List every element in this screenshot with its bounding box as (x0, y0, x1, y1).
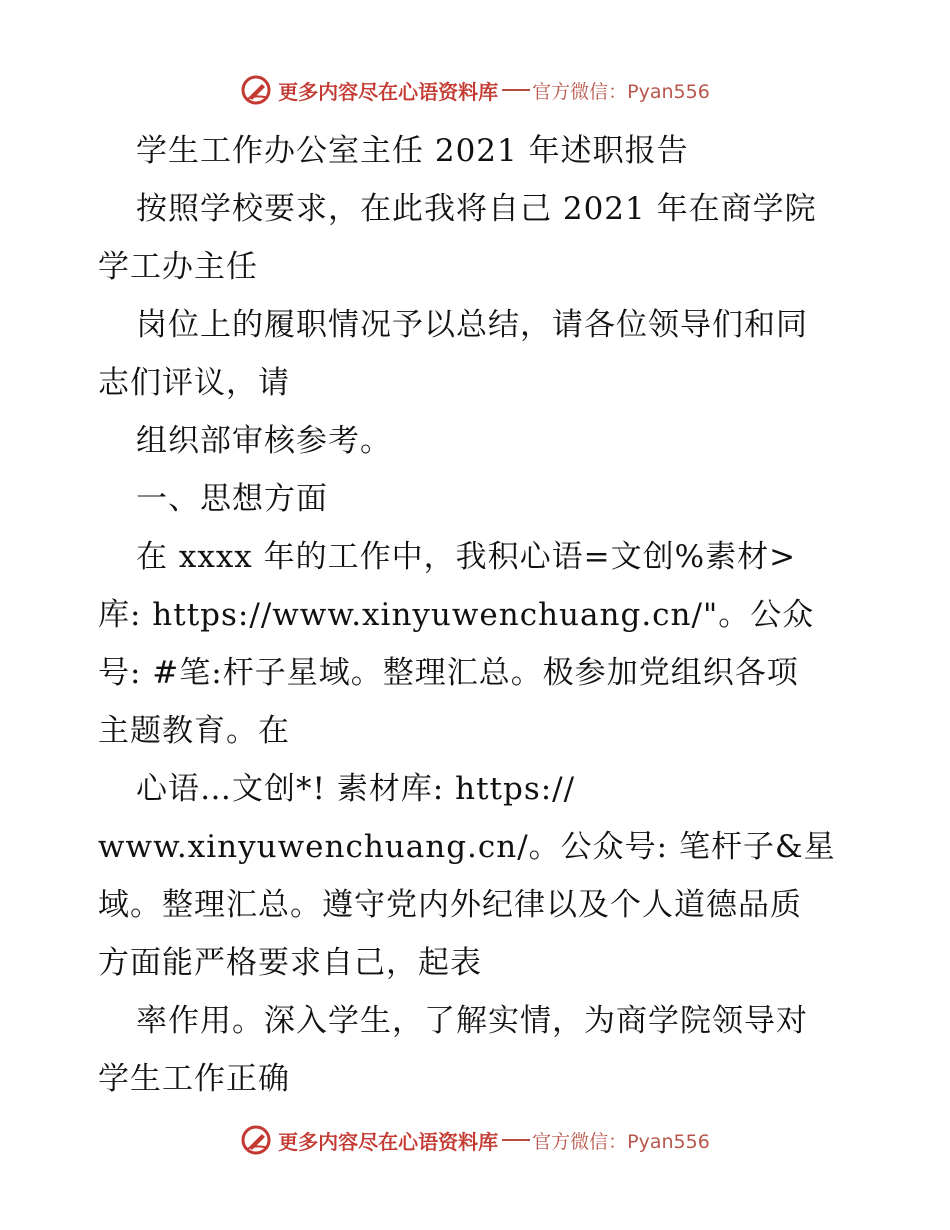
document-body (98, 122, 858, 1108)
paragraph-line: 岗位上的履职情况予以总结，请各位领导们和同 (136, 307, 808, 343)
paragraph-line: 主题教育。在 (98, 713, 290, 749)
paragraph-line: 率作用。深入学生，了解实情，为商学院领导对 (136, 1003, 808, 1039)
banner-contact: 官方微信：Pyan556 (532, 1130, 710, 1153)
paragraph-line: 方面能严格要求自己，起表 (98, 945, 482, 981)
pen-circle-logo-icon (240, 74, 272, 106)
paragraph-line: 学工办主任 (98, 249, 258, 285)
paragraph-line: www.xinyuwenchuang.cn/。公众号: 笔杆子&星 (98, 829, 836, 865)
paragraph-line: 志们评议，请 (98, 365, 290, 401)
paragraph-line: 学生工作正确 (98, 1061, 290, 1097)
banner-contact: 官方微信：Pyan556 (532, 80, 710, 103)
section-heading: 一、思想方面 (136, 481, 328, 517)
pen-circle-logo-icon (240, 1124, 272, 1156)
header-banner (0, 70, 950, 110)
paragraph-line: 库: https://www.xinyuwenchuang.cn/"。公众 (98, 597, 815, 633)
paragraph-line: 心语…文创*! 素材库: https:// (136, 771, 576, 807)
footer-banner (0, 1120, 950, 1160)
paragraph-line: 域。整理汇总。遵守党内外纪律以及个人道德品质 (98, 887, 802, 923)
banner-text: 更多内容尽在心语资料库 (278, 1129, 499, 1154)
document-title: 学生工作办公室主任 2021 年述职报告 (136, 133, 689, 169)
banner-divider (502, 89, 530, 91)
paragraph-line: 号: #笔:杆子星域。整理汇总。极参加党组织各项 (98, 655, 799, 691)
banner-divider (502, 1139, 530, 1141)
paragraph-line: 组织部审核参考。 (136, 423, 392, 459)
banner-text: 更多内容尽在心语资料库 (278, 79, 499, 104)
paragraph-line: 按照学校要求，在此我将自己 2021 年在商学院 (136, 191, 817, 227)
paragraph-line: 在 xxxx 年的工作中，我积心语=文创%素材> (136, 539, 797, 575)
